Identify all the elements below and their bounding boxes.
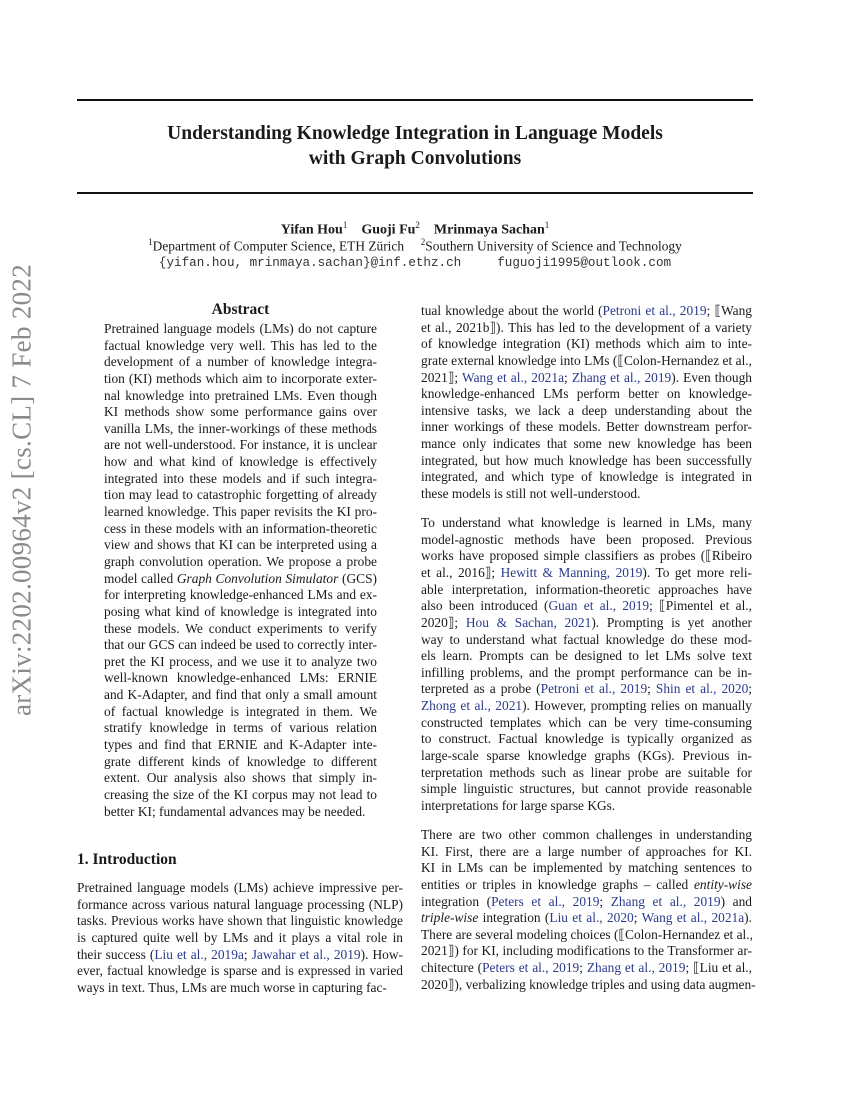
text-line: grate external knowledge into LMs (⟦Colon-Hernandez et al., <box>421 352 752 368</box>
text-line: Zhong et al., 2021). However, prompting relies on manually <box>421 698 752 714</box>
author-name: Mrinmaya Sachan <box>433 222 545 238</box>
citation-link[interactable]: Zhang et al., 2019 <box>586 960 686 976</box>
citation-link[interactable]: Zhong et al., 2021 <box>421 698 523 714</box>
text-line: pret the KI process, and we use it to analyze two <box>104 653 377 669</box>
text-line: To understand what knowledge is learned in LMs, many <box>421 515 752 531</box>
text-line: works have proposed simple classifiers as probes (⟦Ribeiro <box>421 548 752 564</box>
text-line: chitecture (Peters et al., 2019; Zhang et al., 2019; ⟦Liu et al., <box>421 960 752 976</box>
text-line: knowledge-enhanced LMs perform better on knowledge- <box>421 386 752 402</box>
text-line: inner workings of these models. Better downstream perfor- <box>421 419 752 435</box>
title-bottom-rule <box>77 192 753 194</box>
text-line: creasing the size of the KI corpus may not lead to <box>104 786 377 802</box>
top-rule <box>77 99 753 101</box>
citation-link[interactable]: Hewitt & Manning, 2019 <box>500 565 643 580</box>
affiliation: Southern University of Science and Technology <box>425 238 682 254</box>
text-line: 2021⟧) for KI, including modifications to the Transformer ar- <box>421 943 752 959</box>
author-list <box>0 220 830 239</box>
text-line: these models is still not well-understood. <box>421 486 641 502</box>
paragraph <box>421 303 752 503</box>
text-line: development of a number of knowledge integra- <box>104 354 377 370</box>
arxiv-identifier-stamp: arXiv:2202.00964v2 [cs.CL] 7 Feb 2022 <box>6 263 37 717</box>
text-line: graph convolution operation. We propose a probe <box>104 553 377 569</box>
text-line: is captured quite well by LMs and it plays a vital role in <box>77 929 403 945</box>
citation-link[interactable]: Liu et al., 2019a <box>154 946 244 962</box>
text-line: interpretations for large sparse KGs. <box>421 797 616 813</box>
citation-link[interactable]: Zhang et al., 2019 <box>610 893 721 909</box>
citation-link[interactable]: Petroni et al., 2019 <box>602 303 707 318</box>
paper-title-line-2: with Graph Convolutions <box>308 148 522 169</box>
citation-link[interactable]: Liu et al., 2020 <box>549 910 634 926</box>
text-line: how and what kind of knowledge is effectively <box>104 454 377 470</box>
paragraph <box>421 827 756 993</box>
author-affiliation-mark: 1 <box>342 220 348 230</box>
text-line: learned knowledge. This paper revisits the KI pro- <box>104 504 377 520</box>
text-line: extent. Our analysis also shows that simply in- <box>104 770 377 786</box>
text-line: formance across various natural language processing (NLP) <box>77 896 403 912</box>
text-line: of knowledge integration (KI) methods which aim to inte- <box>421 336 752 352</box>
section-heading-introduction: 1. Introduction <box>77 851 177 868</box>
italic-term: triple-wise <box>421 910 479 926</box>
text-line: et al., 2021b⟧). This has led to the development of a variety <box>421 319 752 335</box>
text-line: view and shows that KI can be interpreted using a <box>104 537 377 553</box>
text-line: integrated, and which type of knowledge is integrated in <box>421 469 752 485</box>
text-line: their success (Liu et al., 2019a; Jawahar et al., 2019). How- <box>77 946 403 962</box>
text-line: integrated, but how much knowledge has been successfully <box>421 452 752 468</box>
text-line: terpreted as a probe (Petroni et al., 2019; Shin et al., 2020; <box>421 681 752 697</box>
affiliation-number: 2 <box>420 237 426 247</box>
citation-link[interactable]: Jawahar et al., 2019 <box>251 946 361 962</box>
paragraph <box>421 515 752 815</box>
text-line: terpretation methods such as linear probe are suitable for <box>421 764 752 780</box>
text-line: also been introduced (Guan et al., 2019; ⟦Pimentel et al., <box>421 598 752 614</box>
citation-link[interactable]: Guan et al., 2019 <box>548 598 650 614</box>
text-line: et al., 2016⟧; Hewitt & Manning, 2019). To get more reli- <box>421 565 753 580</box>
author-emails <box>0 256 830 270</box>
text-line: model-agnostic methods have been proposed. Previous <box>421 531 752 547</box>
text-line: that our GCS can indeed be used to correctly inter- <box>104 637 377 653</box>
text-line: vanilla LMs, the inner-workings of these methods <box>104 420 377 436</box>
text-line: 2020⟧), verbalizing knowledge triples and using data augmen- <box>421 976 756 992</box>
italic-term: entity-wise <box>693 876 752 892</box>
text-line: well-known knowledge-enhanced LMs: ERNIE <box>104 670 377 686</box>
text-line: integrated into these models and if such integra- <box>104 470 377 486</box>
text-line: for interpreting knowledge-enhanced LMs and ex- <box>104 587 377 603</box>
text-line: KI methods show some performance gains over <box>104 404 377 420</box>
text-line: 2020⟧; Hou & Sachan, 2021). Prompting is yet another <box>421 614 752 630</box>
text-line: posing what kind of knowledge is integrated into <box>104 603 377 619</box>
text-line: There are several modeling choices (⟦Colon-Hernandez et al., <box>421 926 753 942</box>
text-line: model called Graph Convolution Simulator (GCS) <box>104 570 377 586</box>
paragraph <box>77 880 403 996</box>
text-line: entities or triples in knowledge graphs – called entity-wise <box>421 876 752 892</box>
text-line: better KI; fundamental advances may be needed. <box>104 803 366 819</box>
text-line: KI in LMs can be implemented by matching sentences to <box>421 860 752 876</box>
italic-term: Graph Convolution Simulator <box>176 570 339 586</box>
text-line: triple-wise integration (Liu et al., 2020; Wang et al., 2021a). <box>421 910 752 926</box>
email: fuguoji1995@outlook.com <box>497 256 672 270</box>
citation-link[interactable]: Hou & Sachan, 2021 <box>465 614 592 630</box>
text-line: way to understand what factual knowledge do these mod- <box>421 631 752 647</box>
text-line: of factual knowledge is integrated in them. We <box>104 703 377 719</box>
abstract-heading: Abstract <box>211 301 270 318</box>
text-line: KI. First, there are a large number of approaches for KI. <box>421 843 752 859</box>
text-line: able interpretation, information-theoretic approaches have <box>421 581 752 597</box>
text-line: ways in text. Thus, LMs are much worse in capturing fac- <box>77 979 387 995</box>
affiliation-number: 1 <box>148 237 153 247</box>
text-line: are not well-understood. For instance, it is unclear <box>104 437 377 453</box>
email: {yifan.hou, mrinmaya.sachan}@inf.ethz.ch <box>158 256 462 270</box>
author-affiliation-mark: 1 <box>544 220 550 230</box>
citation-link[interactable]: Petroni et al., 2019 <box>540 681 648 697</box>
text-line: tion may lead to catastrophic forgetting of already <box>104 487 377 503</box>
affiliation: Department of Computer Science, ETH Zürich <box>152 238 405 254</box>
abstract-body <box>104 321 377 833</box>
text-line: mance only indicates that some new knowledge has been <box>421 436 752 452</box>
author-affiliation-mark: 2 <box>415 220 420 230</box>
text-line: factual knowledge very well. This has led to the <box>104 337 377 353</box>
text-line: els learn. Prompts can be designed to let LMs solve text <box>421 648 752 664</box>
text-line: ever, factual knowledge is sparse and is expressed in varied <box>77 963 403 979</box>
affiliations <box>0 237 830 254</box>
citation-link[interactable]: Peters et al., 2019 <box>482 960 580 976</box>
citation-link[interactable]: Wang et al., 2021a <box>641 910 745 926</box>
text-line: constructed templates which can be very time-consuming <box>421 714 752 730</box>
paragraph <box>104 321 377 820</box>
citation-link[interactable]: Peters et al., 2019 <box>491 893 600 909</box>
text-line: tasks. Previous works have shown that linguistic knowledge <box>77 913 403 929</box>
text-line: cess in these models with an information-theoretic <box>104 520 377 536</box>
text-line: to construct. Factual knowledge is typically organized as <box>421 731 752 747</box>
text-line: types and find that ERNIE and K-Adapter inte- <box>104 737 377 753</box>
text-line: infilling problems, and the prompt performance can be in- <box>421 664 752 680</box>
text-line: large-scale sparse knowledge graphs (KGs). Previous in- <box>421 748 752 764</box>
text-line: and K-Adapter, and find that only a small amount <box>104 687 377 703</box>
citation-link[interactable]: Wang et al., 2021a <box>462 369 565 385</box>
text-line: 2021⟧; Wang et al., 2021a; Zhang et al., 2019). Even though <box>421 369 752 385</box>
text-line: tion (KI) methods which aim to incorporate exter- <box>104 370 377 386</box>
citation-link[interactable]: Zhang et al., 2019 <box>571 369 672 385</box>
text-line: There are two other common challenges in understanding <box>421 827 752 842</box>
paper-title-line-1: Understanding Knowledge Integration in Language Models <box>167 123 663 144</box>
text-line: tual knowledge about the world (Petroni et al., 2019; ⟦Wang <box>421 303 752 318</box>
text-line: intensive tasks, we lack a deep understanding about the <box>421 402 752 418</box>
introduction-right-column <box>421 303 756 1006</box>
introduction-left-column <box>77 880 403 1009</box>
text-line: integration (Peters et al., 2019; Zhang et al., 2019) and <box>421 893 752 909</box>
author-name: Yifan Hou <box>280 222 343 238</box>
text-line: nal knowledge into pretrained LMs. Even though <box>104 387 377 403</box>
text-line: Pretrained language models (LMs) do not capture <box>104 321 377 336</box>
text-line: grate different kinds of knowledge to different <box>104 753 377 769</box>
text-line: these models. We conduct experiments to verify <box>104 620 377 636</box>
citation-link[interactable]: Shin et al., 2020 <box>655 681 749 697</box>
text-line: Pretrained language models (LMs) achieve impressive per- <box>77 880 403 895</box>
text-line: simple linguistic structures, but cannot provide reasonable <box>421 781 752 797</box>
text-line: stratify knowledge in terms of various relation <box>104 720 377 736</box>
author-name: Guoji Fu <box>361 222 416 238</box>
